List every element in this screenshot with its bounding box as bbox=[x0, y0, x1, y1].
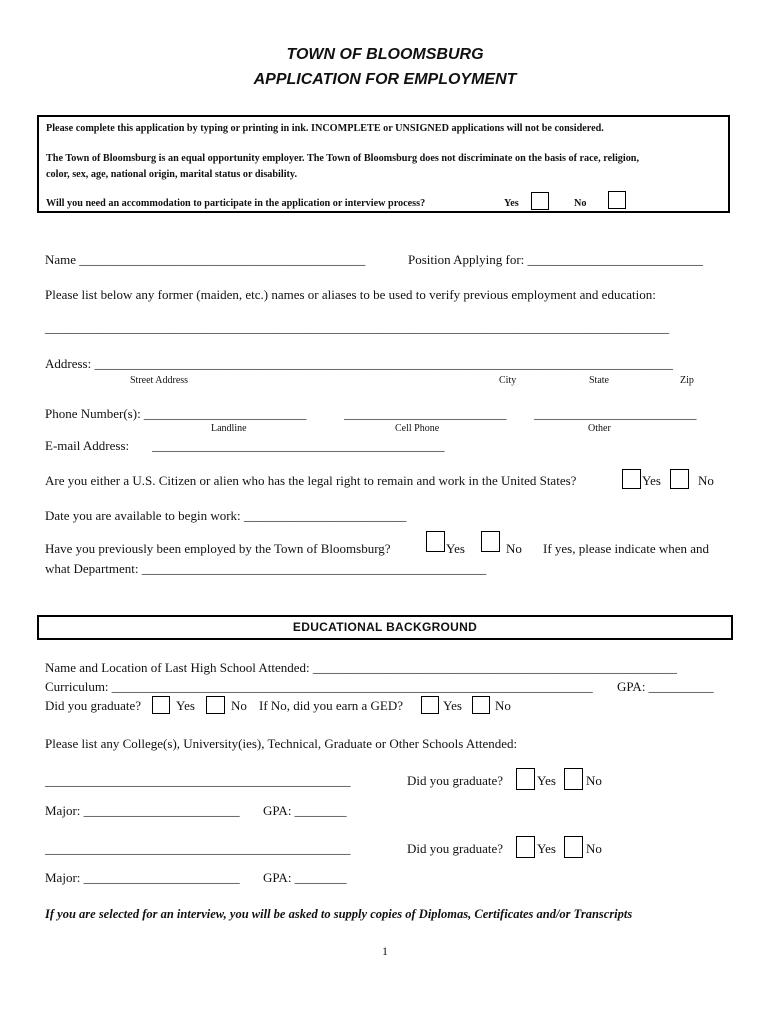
college-1-gpa-field[interactable]: GPA: ________ bbox=[263, 803, 347, 818]
notice-box bbox=[37, 115, 730, 213]
previous-yes-checkbox[interactable] bbox=[426, 531, 445, 552]
ged-question: If No, did you earn a GED? bbox=[259, 698, 404, 713]
previous-yes-label: Yes bbox=[446, 541, 465, 556]
hs-graduate-yes-checkbox[interactable] bbox=[152, 696, 170, 714]
college-2-yes-checkbox[interactable] bbox=[516, 836, 535, 858]
college-2-yes-label: Yes bbox=[537, 841, 556, 856]
notice-eeo-line1: The Town of Bloomsburg is an equal opportunity employer. The Town of Bloomsburg does not discriminate on the basis of race, religion, bbox=[46, 153, 640, 164]
curriculum-field[interactable]: Curriculum: __________________________________________________________________________ bbox=[45, 679, 593, 694]
cell-phone-caption: Cell Phone bbox=[395, 423, 440, 434]
accommodation-no-checkbox[interactable] bbox=[608, 191, 626, 209]
landline-caption: Landline bbox=[211, 423, 247, 434]
previous-followup-text: If yes, please indicate when and bbox=[543, 541, 710, 556]
phone-other-field[interactable]: _________________________ bbox=[534, 406, 697, 421]
college-1-graduate-question: Did you graduate? bbox=[407, 773, 504, 788]
available-date-field[interactable]: Date you are available to begin work: _________________________ bbox=[45, 508, 407, 523]
position-field[interactable]: Position Applying for: ___________________________ bbox=[408, 252, 704, 267]
other-phone-caption: Other bbox=[588, 423, 611, 434]
citizen-yes-checkbox[interactable] bbox=[622, 469, 641, 489]
college-prompt: Please list any College(s), University(ies), Technical, Graduate or Other Schools Attended: bbox=[45, 736, 518, 751]
phone-landline-field[interactable]: Phone Number(s): _________________________ bbox=[45, 406, 307, 421]
city-caption: City bbox=[499, 375, 517, 386]
phone-cell-field[interactable]: _________________________ bbox=[344, 406, 507, 421]
accommodation-question: Will you need an accommodation to participate in the application or interview process? bbox=[46, 198, 426, 209]
college-1-no-checkbox[interactable] bbox=[564, 768, 583, 790]
email-label: E-mail Address: bbox=[45, 438, 130, 453]
high-school-gpa-field[interactable]: GPA: __________ bbox=[617, 679, 714, 694]
previous-no-label: No bbox=[506, 541, 522, 556]
hs-graduate-question: Did you graduate? bbox=[45, 698, 142, 713]
citizen-yes-label: Yes bbox=[642, 473, 661, 488]
previous-no-checkbox[interactable] bbox=[481, 531, 500, 552]
ged-yes-checkbox[interactable] bbox=[421, 696, 439, 714]
college-2-no-label: No bbox=[586, 841, 602, 856]
notice-instructions: Please complete this application by typing or printing in ink. INCOMPLETE or UNSIGNED applications will not be considered. bbox=[46, 123, 604, 134]
college-1-yes-checkbox[interactable] bbox=[516, 768, 535, 790]
college-1-no-label: No bbox=[586, 773, 602, 788]
notice-eeo-line2: color, sex, age, national origin, marital status or disability. bbox=[46, 169, 298, 180]
accommodation-yes-checkbox[interactable] bbox=[531, 192, 549, 210]
state-caption: State bbox=[589, 375, 609, 386]
high-school-field[interactable]: Name and Location of Last High School Attended: ________________________________________________________ bbox=[45, 660, 677, 675]
address-field[interactable]: Address: _________________________________________________________________________________________ bbox=[45, 356, 673, 371]
previous-employment-question: Have you previously been employed by the Town of Bloomsburg? bbox=[45, 541, 391, 556]
former-names-prompt: Please list below any former (maiden, etc.) names or aliases to be used to verify previous employment and education: bbox=[45, 287, 656, 302]
former-names-field[interactable]: ________________________________________________________________________________________________ bbox=[45, 320, 669, 335]
street-address-caption: Street Address bbox=[130, 375, 189, 386]
education-section-header bbox=[37, 615, 733, 640]
citizen-question: Are you either a U.S. Citizen or alien who has the legal right to remain and work in the United States? bbox=[45, 473, 577, 488]
ged-yes-label: Yes bbox=[443, 698, 462, 713]
college-2-graduate-question: Did you graduate? bbox=[407, 841, 504, 856]
ged-no-label: No bbox=[495, 698, 511, 713]
ged-no-checkbox[interactable] bbox=[472, 696, 490, 714]
hs-graduate-no-checkbox[interactable] bbox=[206, 696, 225, 714]
college-2-no-checkbox[interactable] bbox=[564, 836, 583, 858]
accommodation-yes-label: Yes bbox=[504, 198, 519, 209]
accommodation-no-label: No bbox=[574, 198, 587, 209]
name-field[interactable]: Name ____________________________________________ bbox=[45, 252, 366, 267]
citizen-no-checkbox[interactable] bbox=[670, 469, 689, 489]
education-section-title: EDUCATIONAL BACKGROUND bbox=[292, 620, 478, 634]
department-field[interactable]: what Department: _____________________________________________________ bbox=[45, 561, 487, 576]
college-1-yes-label: Yes bbox=[537, 773, 556, 788]
zip-caption: Zip bbox=[680, 375, 694, 386]
form-title-line1: TOWN OF BLOOMSBURG bbox=[286, 46, 484, 63]
transcripts-note: If you are selected for an interview, you will be asked to supply copies of Diplomas, Certificates and/or Transcripts bbox=[45, 907, 633, 921]
hs-graduate-no-label: No bbox=[231, 698, 247, 713]
college-2-school-field[interactable]: _______________________________________________ bbox=[45, 841, 351, 856]
college-1-school-field[interactable]: _______________________________________________ bbox=[45, 773, 351, 788]
college-2-gpa-field[interactable]: GPA: ________ bbox=[263, 870, 347, 885]
college-1-major-field[interactable]: Major: ________________________ bbox=[45, 803, 240, 818]
email-field[interactable]: _____________________________________________ bbox=[152, 438, 445, 453]
citizen-no-label: No bbox=[698, 473, 714, 488]
college-2-major-field[interactable]: Major: ________________________ bbox=[45, 870, 240, 885]
hs-graduate-yes-label: Yes bbox=[176, 698, 195, 713]
page-number: 1 bbox=[382, 944, 388, 958]
form-title-line2: APPLICATION FOR EMPLOYMENT bbox=[253, 71, 517, 88]
